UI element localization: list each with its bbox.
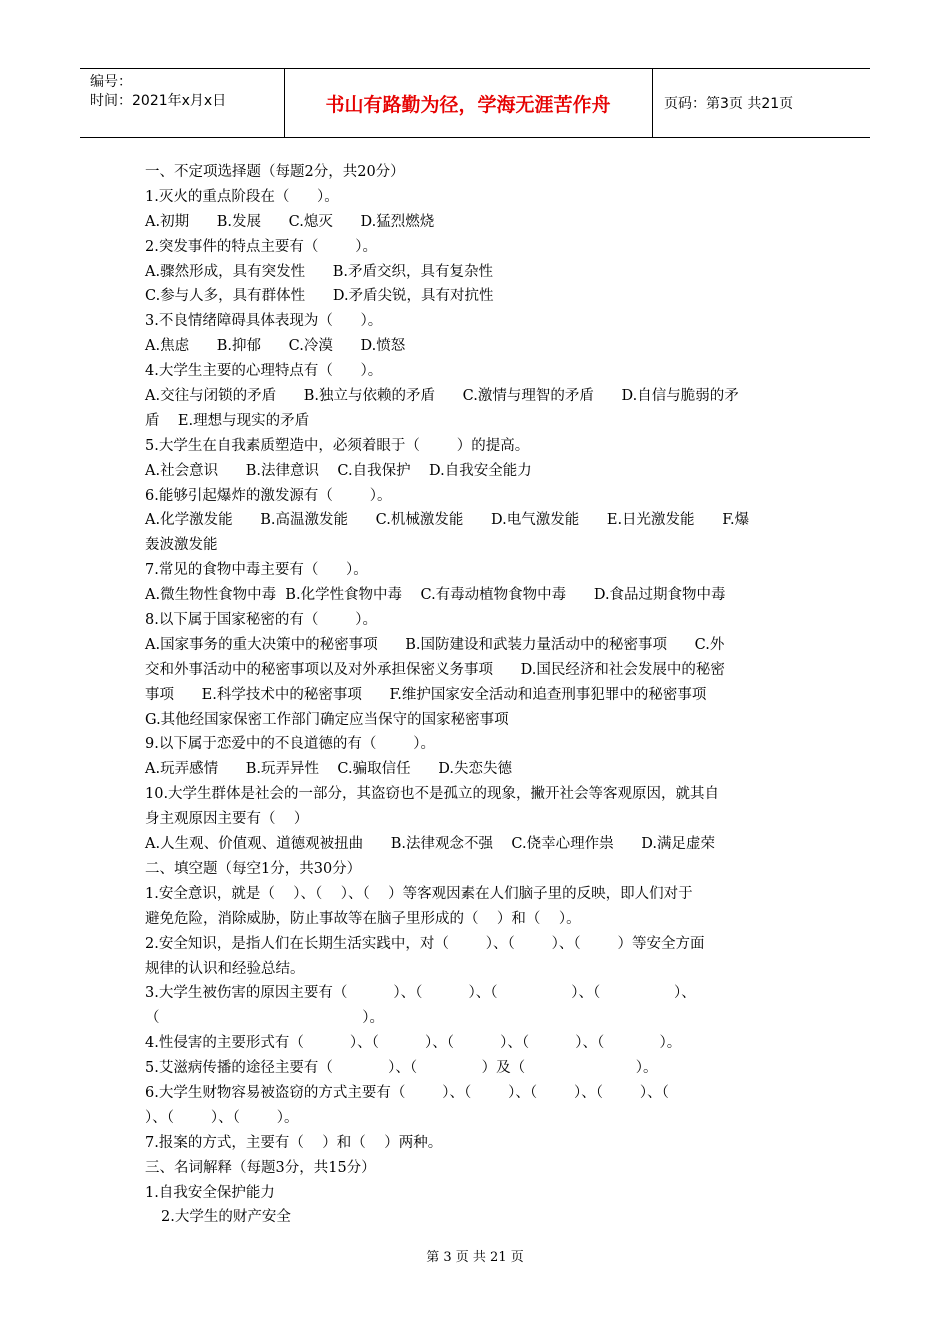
section-heading-multiple-choice: 一、不定项选择题（每题2分，共20分） [145, 164, 405, 180]
options-line: A.化学激发能 B.高温激发能 C.机械激发能 D.电气激发能 E.日光激发能 F.爆 [145, 512, 750, 529]
question-line: 1.灭火的重点阶段在（ ）。 [145, 188, 339, 205]
options-line: A.国家事务的重大决策中的秘密事项 B.国防建设和武装力量活动中的秘密事项 C.外 [145, 636, 725, 653]
options-line: 轰波激发能 [145, 537, 218, 554]
options-line: A.交往与闭锁的矛盾 B.独立与依赖的矛盾 C.激情与理智的矛盾 D.自信与脆弱的矛 [145, 388, 739, 405]
question-line: 7.常见的食物中毒主要有（ ）。 [145, 562, 368, 579]
page-footer: 第 3 页 共 21 页 [426, 1250, 524, 1265]
header-page-number: 页码：第3页 共21页 [664, 96, 794, 112]
options-line: C.参与人多，具有群体性 D.矛盾尖锐，具有对抗性 [145, 288, 494, 305]
options-line: A.人生观、价值观、道德观被扭曲 B.法律观念不强 C.侥幸心理作祟 D.满足虚荣 [145, 836, 715, 853]
header-meta [90, 73, 226, 111]
question-line: 3.大学生被伤害的原因主要有（ ）、（ ）、（ ）、（ ）、 [145, 985, 696, 1002]
options-line: 交和外事活动中的秘密事项以及对外承担保密义务事项 D.国民经济和社会发展中的秘密 [145, 661, 725, 678]
question-line: 2.安全知识，是指人们在长期生活实践中，对（ ）、（ ）、（ ）等安全方面 [145, 935, 705, 952]
question-line: 避免危险，消除威胁，防止事故等在脑子里形成的（ ）和（ ）。 [145, 910, 581, 927]
question-line: 5.艾滋病传播的途径主要有（ ）、（ ）及（ ）。 [145, 1060, 658, 1077]
header-motto: 书山有路勤为径，学海无涯苦作舟 [325, 93, 611, 116]
section-heading-terms: 三、名词解释（每题3分，共15分） [145, 1159, 376, 1176]
question-line: ）、（ ）、（ ）。 [145, 1109, 299, 1126]
question-line: 2.突发事件的特点主要有（ ）。 [145, 238, 377, 255]
question-line: 3.不良情绪障碍具体表现为（ ）。 [145, 313, 383, 330]
section-heading-fill-blank: 二、填空题（每空1分，共30分） [145, 860, 362, 877]
options-line: 盾 E.理想与现实的矛盾 [145, 412, 310, 429]
question-line: 规律的认识和经验总结。 [145, 960, 305, 977]
header-divider-right [652, 69, 653, 137]
question-line: 8.以下属于国家秘密的有（ ）。 [145, 612, 377, 629]
options-line: A.微生物性食物中毒 B.化学性食物中毒 C.有毒动植物食物中毒 D.食品过期食物中毒 [145, 587, 726, 604]
options-line: G.其他经国家保密工作部门确定应当保守的国家秘密事项 [145, 711, 509, 728]
page-header [80, 68, 870, 138]
options-line: A.玩弄感情 B.玩弄异性 C.骗取信任 D.失恋失德 [145, 761, 512, 778]
question-line: 7.报案的方式，主要有（ ）和（ ）两种。 [145, 1134, 443, 1151]
document-number-label: 编号： [90, 74, 132, 90]
question-line: 1.安全意识，就是（ ）、（ ）、（ ）等客观因素在人们脑子里的反映，即人们对于 [145, 885, 693, 902]
options-line: A.骤然形成，具有突发性 B.矛盾交织，具有复杂性 [145, 263, 493, 280]
question-line: 5.大学生在自我素质塑造中，必须着眼于（ ）的提高。 [145, 437, 530, 454]
exam-content [145, 160, 810, 1230]
question-line: 6.大学生财物容易被盗窃的方式主要有（ ）、（ ）、（ ）、（ ）、（ [145, 1084, 669, 1101]
document-date-label: 时间：2021年x月x日 [90, 93, 227, 109]
question-line: 身主观原因主要有（ ） [145, 811, 309, 828]
question-line: 10.大学生群体是社会的一部分，其盗窃也不是孤立的现象，撇开社会等客观原因，就其自 [145, 786, 720, 803]
question-line: 6.能够引起爆炸的激发源有（ ）。 [145, 487, 392, 504]
question-line: 4.性侵害的主要形式有（ ）、（ ）、（ ）、（ ）、（ ）。 [145, 1035, 682, 1052]
options-line: 事项 E.科学技术中的秘密事项 F.维护国家安全活动和追查刑事犯罪中的秘密事项 [145, 686, 707, 703]
question-line: 2.大学生的财产安全 [161, 1209, 291, 1226]
question-line: （ ）。 [145, 1010, 385, 1027]
options-line: A.初期 B.发展 C.熄灭 D.猛烈燃烧 [145, 213, 435, 230]
question-line: 1.自我安全保护能力 [145, 1184, 275, 1201]
question-line: 9.以下属于恋爱中的不良道德的有（ ）。 [145, 736, 435, 753]
question-line: 4.大学生主要的心理特点有（ ）。 [145, 363, 383, 380]
options-line: A.社会意识 B.法律意识 C.自我保护 D.自我安全能力 [145, 462, 532, 479]
options-line: A.焦虑 B.抑郁 C.冷漠 D.愤怒 [145, 338, 406, 355]
